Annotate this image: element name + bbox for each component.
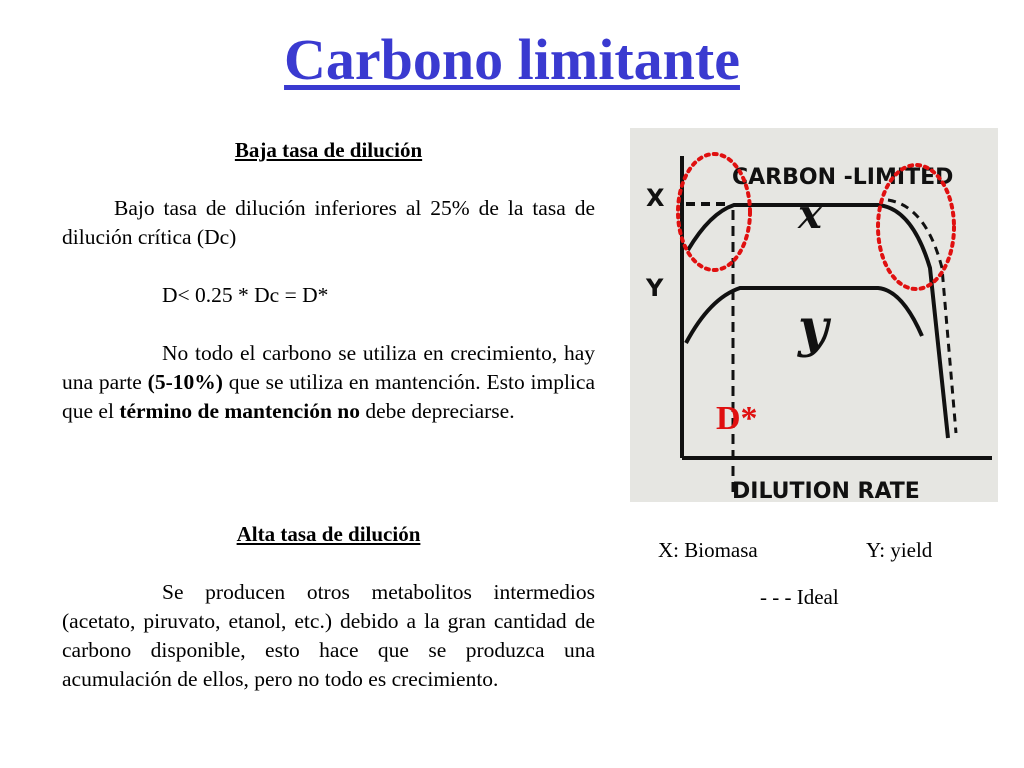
legend-ideal: - - - Ideal bbox=[760, 585, 839, 609]
low-dilution-heading: Baja tasa de dilución bbox=[234, 138, 423, 162]
x-axis-label: DILUTION RATE bbox=[732, 479, 920, 502]
low-dilution-intro: Bajo tasa de dilución inferiores al 25% de la tasa de dilución crítica (Dc) bbox=[62, 196, 595, 249]
curve-label-y: y bbox=[798, 298, 829, 359]
maintenance-note-text-1: No todo el carbono se utiliza en crecimiento, hay una parte bbox=[62, 341, 595, 394]
dstar-label: D* bbox=[716, 400, 758, 437]
y-label-y: Y bbox=[646, 274, 664, 302]
maintenance-note-text-3: debe depreciarse. bbox=[359, 399, 515, 423]
carbon-limited-sketch bbox=[630, 128, 998, 502]
y-label-x: X bbox=[646, 184, 665, 212]
high-dilution-section bbox=[62, 520, 595, 694]
low-dilution-section bbox=[62, 136, 595, 426]
carbon-limited-figure bbox=[630, 128, 998, 502]
high-dilution-heading: Alta tasa de dilución bbox=[236, 522, 421, 546]
maintenance-term: término de mantención no bbox=[119, 399, 360, 423]
legend-yield: Y: yield bbox=[866, 538, 933, 562]
dilution-formula: D< 0.25 * Dc = D* bbox=[162, 283, 329, 307]
highlight-ellipse-left bbox=[678, 154, 750, 270]
ideal-dashed-curve bbox=[888, 200, 956, 433]
curve-label-x: x bbox=[798, 191, 822, 238]
high-dilution-body: Se producen otros metabolitos intermedios (acetato, piruvato, etanol, etc.) debido a la gran cantidad de carbono disponible, esto hace que se produzca una acumulación de ellos, pero no todo es crecimiento. bbox=[62, 580, 595, 691]
legend-biomass: X: Biomasa bbox=[658, 538, 758, 562]
maintenance-percent: (5-10%) bbox=[147, 370, 223, 394]
chart-title-text: CARBON -LIMITED bbox=[732, 165, 954, 190]
page-title: Carbono limitante bbox=[284, 27, 740, 92]
maintenance-note bbox=[62, 339, 595, 426]
maintenance-note-text-2: que se utiliza en mantención. Esto implica que el bbox=[62, 370, 595, 423]
